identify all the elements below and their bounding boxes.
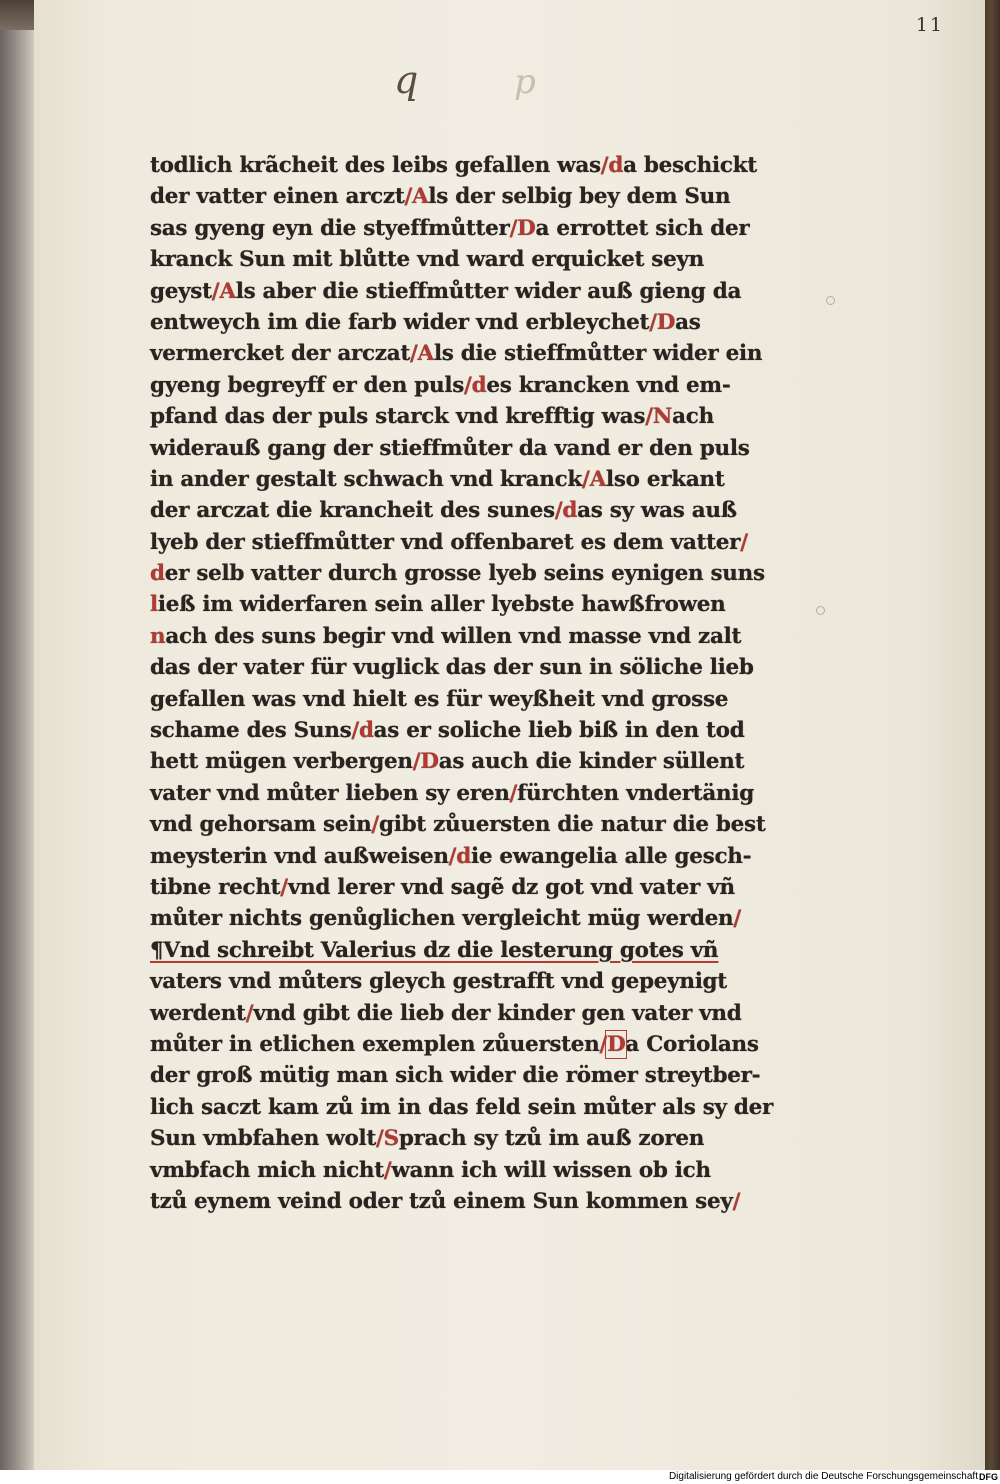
red-virgule: / <box>383 1157 392 1183</box>
text-segment: der selb vatter durch grosse lyeb seins eynigen suns <box>150 561 765 587</box>
text-line <box>150 809 790 840</box>
text-line <box>150 684 790 715</box>
text-line <box>150 589 790 620</box>
red-virgule: / <box>599 1031 608 1057</box>
text-segment: der groß mütig man sich wider die römer streytber- <box>150 1063 761 1089</box>
text-line <box>150 715 790 746</box>
rubricated-initial: d <box>150 561 165 587</box>
red-virgule: / <box>464 372 472 398</box>
text-segment: das der vater für vuglick das der sun in söliche lieb <box>150 655 754 681</box>
rubricated-initial: D <box>656 309 676 335</box>
text-line <box>150 1029 790 1060</box>
red-virgule: / <box>740 529 748 555</box>
text-segment: der arczat die krancheit des sunes <box>150 498 555 524</box>
rubricated-initial: A <box>412 184 429 210</box>
text-line <box>150 1155 790 1186</box>
text-line <box>150 464 790 495</box>
text-segment: schame des Suns <box>150 718 352 744</box>
footer-credit: Digitalisierung gefördert durch die Deutsche Forschungsgemeinschaft <box>668 1471 978 1482</box>
rubricated-initial: A <box>417 341 434 367</box>
text-segment: geyst <box>150 278 212 304</box>
text-segment: der vatter einen arczt <box>150 184 405 210</box>
text-segment: vnd lerer vnd sagẽ dz got vnd vater vñ <box>287 874 735 900</box>
text-line <box>150 935 790 966</box>
text-segment: vater vnd můter lieben sy eren <box>150 780 510 806</box>
text-segment: Sprach sy tzů im auß zoren <box>383 1126 705 1152</box>
left-gutter <box>0 0 36 1470</box>
text-segment: Als die stieffmůtter wider ein <box>417 341 763 367</box>
red-virgule: / <box>280 874 288 900</box>
text-segment: da beschickt <box>608 153 757 178</box>
text-line <box>150 872 790 903</box>
text-segment: Das auch die kinder süllent <box>420 749 745 775</box>
binding-top-edge <box>0 0 36 30</box>
text-line <box>150 244 790 275</box>
text-line <box>150 338 790 369</box>
text-segment: lich saczt kam zů im in das feld sein můter als sy der <box>150 1094 774 1120</box>
text-line <box>150 966 790 997</box>
red-virgule: / <box>409 341 418 367</box>
rubricated-initial: D <box>420 749 439 775</box>
text-segment: sas gyeng eyn die styeffmůtter <box>150 215 510 241</box>
rubricated-initial: d <box>471 372 487 398</box>
red-virgule: / <box>582 466 590 492</box>
text-segment: fürchten vndertänig <box>517 780 754 806</box>
rubricated-initial: d <box>358 718 374 744</box>
text-line <box>150 1092 790 1123</box>
text-line <box>150 433 790 464</box>
text-segment: vmbfach mich nicht <box>150 1157 384 1183</box>
rubricated-initial: d <box>456 843 471 869</box>
text-segment: vermercket der arczat <box>150 341 410 367</box>
text-segment: Als der selbig bey dem Sun <box>412 184 731 210</box>
text-line <box>150 1186 790 1217</box>
text-line <box>150 150 790 181</box>
red-virgule: / <box>509 215 518 241</box>
text-segment: Als aber die stieffmůtter wider auß gieng da <box>219 278 742 304</box>
text-line <box>150 527 790 558</box>
text-line <box>150 778 790 809</box>
text-segment: gefallen was vnd hielt es für weyßheit vnd grosse <box>150 686 729 712</box>
text-segment: vnd gehorsam sein <box>150 812 372 838</box>
red-virgule: / <box>649 309 657 335</box>
text-segment: Da errottet sich der <box>517 215 750 241</box>
red-virgule: / <box>733 906 741 932</box>
rubricated-initial: n <box>150 623 166 649</box>
text-segment: tibne recht <box>150 874 281 900</box>
text-segment: das sy was auß <box>562 498 737 524</box>
text-segment: das er soliche lieb biß in den tod <box>358 718 745 744</box>
rubricated-initial: l <box>150 592 158 618</box>
red-virgule: / <box>645 404 653 430</box>
text-line <box>150 213 790 244</box>
red-virgule: / <box>448 843 457 869</box>
text-segment: můter in etlichen exemplen zůuersten <box>150 1031 600 1057</box>
red-virgule: / <box>554 498 563 524</box>
text-segment: meysterin vnd außweisen <box>150 843 449 869</box>
text-line <box>150 652 790 683</box>
text-line <box>150 401 790 432</box>
red-virgule: / <box>371 812 379 838</box>
text-segment: gyeng begreyff er den puls <box>150 372 465 398</box>
blackletter-text-block <box>150 150 790 1217</box>
red-virgule: / <box>509 780 518 806</box>
dfg-logo: DFG <box>979 1472 998 1482</box>
rubricated-initial: d <box>608 153 624 178</box>
red-virgule: / <box>211 278 220 304</box>
text-segment: můter nichts genůglichen vergleicht müg werden <box>150 906 734 932</box>
text-segment: werdent <box>150 1000 246 1026</box>
text-segment: Nach <box>652 404 714 430</box>
text-segment: in ander gestalt schwach vnd kranck <box>150 466 583 492</box>
red-virgule: / <box>351 718 359 744</box>
red-virgule: / <box>376 1126 384 1152</box>
text-segment: lyeb der stieffmůtter vnd offenbaret es dem vatter <box>150 529 741 555</box>
red-virgule: / <box>600 153 609 178</box>
text-segment: tzů eynem veind oder tzů einem Sun kommen sey <box>150 1188 733 1214</box>
text-segment: Sun vmbfahen wolt <box>150 1126 377 1152</box>
text-segment: kranck Sun mit blůtte vnd ward erquicket seyn <box>150 247 704 273</box>
red-virgule: / <box>412 749 421 775</box>
red-virgule: / <box>404 184 413 210</box>
text-line <box>150 1123 790 1154</box>
text-segment: Das <box>656 309 701 335</box>
signature-mark: q <box>394 58 419 102</box>
rubricated-initial: D <box>517 215 536 241</box>
text-line <box>150 181 790 212</box>
text-line <box>150 621 790 652</box>
text-line <box>150 841 790 872</box>
rubricated-paragraph: ¶Vnd schreibt Valerius dz die lesterung gotes vñ <box>150 937 719 963</box>
rubricated-initial: S <box>383 1126 399 1152</box>
rubricated-initial: A <box>589 466 606 492</box>
text-line <box>150 903 790 934</box>
rubricated-initial: N <box>652 404 673 430</box>
text-segment: vaters vnd můters gleych gestrafft vnd gepeynigt <box>150 969 727 995</box>
text-segment: die ewangelia alle gesch- <box>456 843 752 869</box>
text-segment: todlich krãcheit des leibs gefallen was <box>150 153 601 178</box>
text-segment: gibt zůuersten die natur die best <box>378 812 766 838</box>
text-line <box>150 370 790 401</box>
text-line <box>150 276 790 307</box>
paper-hole <box>826 296 835 305</box>
manuscript-page <box>34 0 986 1470</box>
rubricated-initial: d <box>562 498 578 524</box>
faint-signature-mark: p <box>514 62 536 102</box>
leather-binding <box>985 0 1000 1484</box>
text-segment: pfand das der puls starck vnd krefftig was <box>150 404 646 430</box>
rubricated-initial: A <box>219 278 236 304</box>
text-line <box>150 1060 790 1091</box>
text-segment: wann ich will wissen ob ich <box>391 1157 711 1183</box>
folio-number: 11 <box>915 14 944 36</box>
footer-bar <box>0 1470 1000 1484</box>
text-segment: vnd gibt die lieb der kinder gen vater vnd <box>253 1000 742 1026</box>
text-segment: hett mügen verbergen <box>150 749 413 775</box>
rubricated-initial: D <box>607 1031 626 1057</box>
text-segment: des krancken vnd em- <box>471 372 731 398</box>
paper-hole <box>816 606 825 615</box>
text-segment: entweych im die farb wider vnd erbleychet <box>150 309 650 335</box>
text-segment: ließ im widerfaren sein aller lyebste hawßfrowen <box>150 592 726 618</box>
boxed-name: Da Coriolans <box>607 1031 759 1057</box>
red-virgule: / <box>732 1188 741 1214</box>
text-segment: Also erkant <box>589 466 725 492</box>
text-segment: widerauß gang der stieffmůter da vand er den puls <box>150 435 750 461</box>
text-line <box>150 558 790 589</box>
text-line <box>150 495 790 526</box>
text-segment: nach des suns begir vnd willen vnd masse vnd zalt <box>150 623 742 649</box>
red-virgule: / <box>245 1000 254 1026</box>
text-line <box>150 746 790 777</box>
text-line <box>150 307 790 338</box>
text-line <box>150 998 790 1029</box>
